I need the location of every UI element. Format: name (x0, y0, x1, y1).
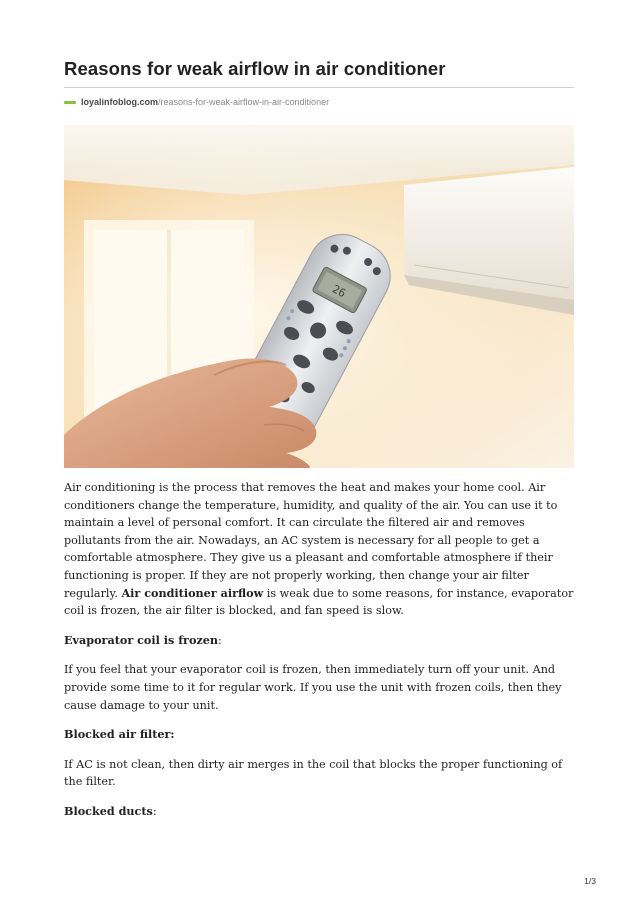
heading-evaporator-text: Evaporator coil is frozen (64, 632, 219, 647)
source-dash-icon (64, 101, 76, 104)
section-heading-air-filter: Blocked air filter: (64, 727, 175, 742)
source-link[interactable] (64, 95, 329, 109)
intro-paragraph (64, 479, 576, 620)
remote-control-photo-icon (64, 125, 574, 468)
title-divider (64, 87, 574, 88)
page-title: Reasons for weak airflow in air conditioner (64, 58, 446, 79)
source-path: /reasons-for-weak-airflow-in-air-conditioner (158, 97, 330, 107)
section-body-air-filter: If AC is not clean, then dirty air merges in the coil that blocks the proper functioning of the filter. (64, 757, 563, 789)
article-body (64, 479, 576, 821)
page-number: 1/3 (584, 876, 596, 886)
svg-text:26: 26 (330, 282, 348, 301)
section-body-evaporator: If you feel that your evaporator coil is frozen, then immediately turn off your unit. And provide some time to it for regular work. If you use the unit with frozen coils, then they cause damage to your unit. (64, 663, 562, 712)
heading-ducts-text: Blocked ducts (64, 803, 153, 818)
intro-keyword: Air conditioner airflow (121, 585, 264, 600)
hero-image (64, 125, 574, 468)
source-domain: loyalinfoblog.com (81, 97, 159, 107)
intro-text-part2: is weak due to some reasons, for instance, evaporator coil is frozen, the air filter is blocked, and fan speed is slow. (64, 586, 574, 618)
section-heading-ducts (64, 803, 576, 821)
heading-evaporator-colon: : (218, 633, 222, 647)
section-heading-evaporator (64, 632, 576, 650)
heading-ducts-colon: : (152, 804, 157, 818)
intro-text-part1: Air conditioning is the process that removes the heat and makes your home cool. Air conditioners change the temperature, humidity, and quality of the air. You can use it to maintain a level of personal comfort. It can circulate the filtered air and removes pollutants from the air. Nowadays, an AC system is necessary for all people to get a comfortable atmosphere. They give us a pleasant and comfortable atmosphere if their functioning is proper. If they are not properly working, then change your air filter regularly. (64, 481, 558, 600)
